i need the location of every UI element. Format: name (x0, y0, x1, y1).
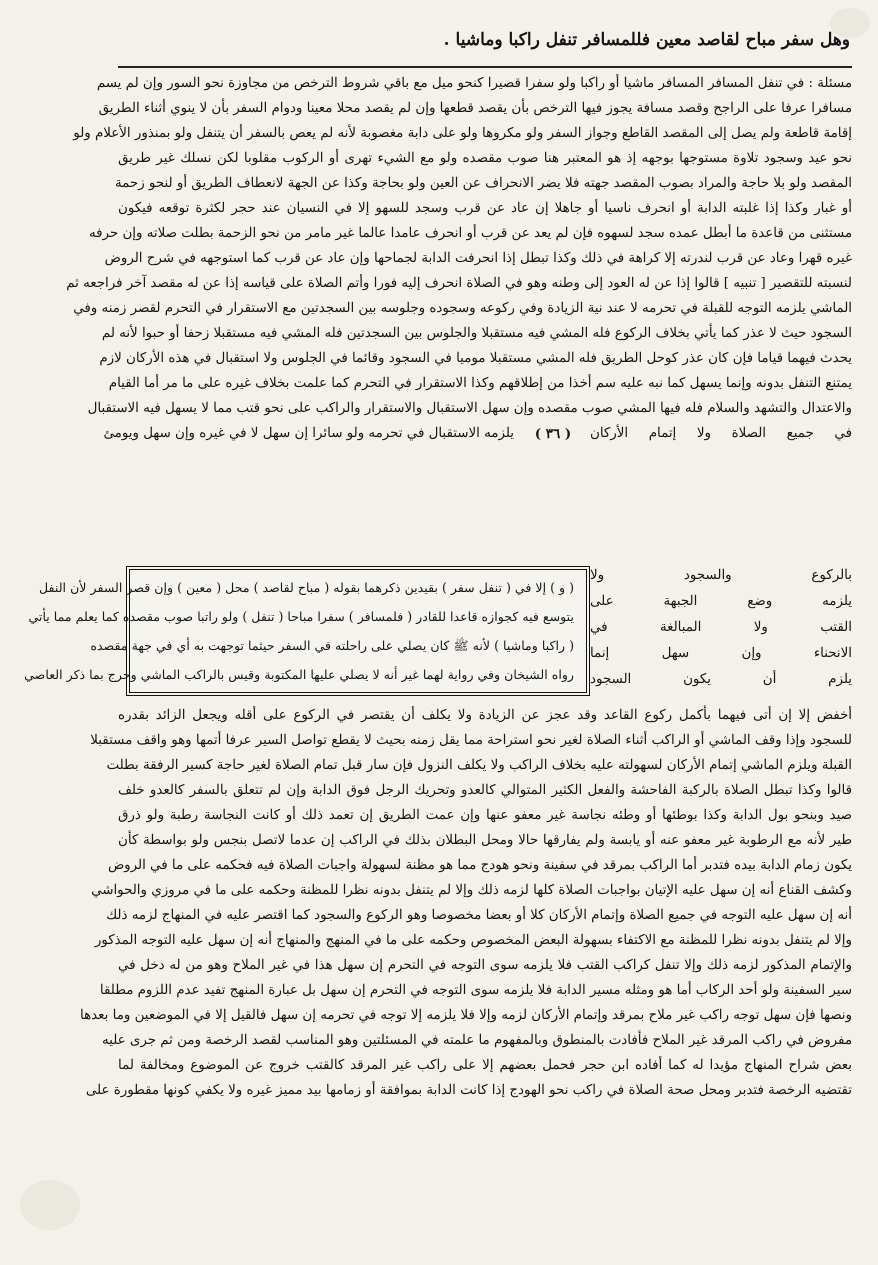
text-line: مسئلة : في تنفل المسافر المسافر ماشيا أو راكبا ولو سفرا قصيرا كنحو ميل مع باقي شروط الترخص من مجاوزة نحو السور وإن لم يسم (96, 76, 852, 91)
box-text-line: يتوسع فيه كجوازه قاعدا للقادر ( فلمسافر ) سفرا مباحا ( تنفل ) ولو راتبا صوب مقصده كما يعلم مما يأتي (28, 609, 574, 624)
text-line: المقصد ولو بلا حاجة والمراد بصوب المقصد جهته فلا يضر الانحراف عن العين ولو بحاجة وكذا عن الجهة لانعطاف الطريق أو لنحو زحمة (115, 176, 852, 191)
text-line: والإتمام المذكور لزمه ذلك وإلا تنفل كراكب القتب فلا يلزمه سوى التوجه في التحرم إن سهل هذا في غير الملاح وهو من له دخل في (118, 958, 852, 973)
text-line: قالوا وكذا تبطل الصلاة بالركبة الفاحشة والفعل الكثير المتوالي كالعدو وتحريك الرجل فوق الدابة وإن لم تتعلق بالسفر كالعدو خلف (118, 783, 852, 798)
text-line: للسجود وإذا وقف الماشي أو الراكب أثناء الصلاة لغير نحو استراحة مما يقل زمنه بحيث لا يقطع تواصل السير عرفا أتمها وهو واقف مستقبلا (90, 733, 852, 748)
text-line: غيره قهرا وعاد عن قرب لندرته إلا كراهة في ذلك وكذا تبطل إذا انحرفت الدابة لجماحها وإن عاد عن قرب كما استوجهه في شرح الروض (104, 251, 852, 266)
text-line: القبلة ويلزم الماشي إتمام الأركان لسهولته عليه بخلاف الراكب ولا يكلف النزول فإن سار قبل تمام الصلاة لغير حاجة كسير الرفقة بطلت (106, 758, 852, 773)
text-line: أخفض إلا إن أتى فيهما بأكمل ركوع القاعد وقد عجز عن الزيادة ولا يكلف أن يقتصر في الركوع على أقله ويجعل الزائد بقدره (118, 708, 852, 723)
box-text-line: رواه الشيخان وفي رواية لهما غير أنه لا يصلي عليها المكتوبة وقيس بالراكب الماشي وخرج بما ذكر العاصي (24, 667, 574, 682)
box-text-line: ( راكبا وماشيا ) لأنه ﷺ كان يصلي على راحلته في السفر حيثما توجهت به أي في جهة مقصده (90, 638, 574, 653)
box-text-line: ( و ) إلا في ( تنفل سفر ) بقيدين ذكرهما بقوله ( مباح لقاصد ) محل ( معين ) وإن قصر السفر لأن النفل (39, 580, 574, 595)
text-line: وإلا لم يتنفل بدونه نظرا للمظنة مع الاكتفاء بسهولة البعض المخصوص وحكمه على ما في المنهج والمنهاج أنه إن سهل عليه التوجه المذكور (94, 933, 852, 948)
text-line: السجود حيث لا عذر كما يأتي بخلاف الركوع فله المشي فيه مستقبلا والجلوس بين السجدتين فله المشي فيه مستقبلا زحفا أو حبوا لأنه لم (101, 326, 852, 341)
text-line: الماشي يلزمه التوجه للقبلة في تحرمه لا عند نية الزيادة وفي ركوعه وسجوده وجلوسه بين السجدتين مع الاستقرار في التحرم لقصر زمنه وفي (73, 301, 852, 316)
text-line: مسافرا عرفا على الراجح وقصد مسافة يجوز فيها الترخص بأن يقصد قطعها وإن لم يقصد محلا معينا ودوام السفر بأن لا ينوي أثناء الطريق (98, 101, 852, 116)
matn-text-box (24, 566, 590, 696)
text-line: يكون زمام الدابة بيده فتدبر أما الراكب بمرقد في سفينة ونحو هودج مما هو مظنة لسهولة واجبات الصلاة فيه فحكمه على ما في الروض (107, 858, 852, 873)
text-line: وكشف القناع أنه إن سهل عليه الإتيان بواجبات الصلاة كلها لزمه ذلك وإلا لم يتنفل بدونه نظرا للمظنة وحكمه على ما في مروزي والحواشي (91, 883, 852, 898)
page-header-title: وهل سفر مباح لقاصد معين فللمسافر تنفل راكبا وماشيا . (443, 30, 850, 50)
text-line: سير السفينة ولو أحد الركاب أما هو ومثله مسير الدابة فلا يلزمه سوى التوجه في التحرم إن سهل بل عبارة المنهج تفيد عدم اللزوم مطلقا (99, 983, 852, 998)
side-text-line: يلزمه وضع الجبهة على (590, 594, 852, 609)
text-line-left: يلزمه الاستقبال في تحرمه ولو سائرا إن سهل لا في غيره وإن سهل ويومئ (103, 426, 514, 441)
text-line: أو غبار وكذا إذا غلبته الدابة أو انحرف ناسيا أو جاهلا إن عاد عن قرب وسجد للسهو إلا في النسيان عند حجر لكثرة توقعه فيكون (118, 201, 852, 216)
text-line: صيد وبنحو بول الدابة وكذا بوطئها أو وطئه نجاسة غير معفو عنها وإن عمت الطريق إن تعمد ذلك أو كانت النجاسة رطبة ولو ذرق (118, 808, 852, 823)
text-line: إقامة قاطعة ولم يصل إلى المقصد القاطع وجواز السفر ولو مكروها ولو على دابة مغصوبة لأنه لم يعص بالسفر أن يتنفل ولو بمنذور الأعلام ولو (73, 126, 852, 141)
text-line: ونصها فإن سهل توجه راكب غير ملاح بمرقد وإتمام الأركان لزمه وإلا فلا يلزمه إلا توجه في تحرمه إن سهل فالقيل إلا في الموضعين وما بعدها (80, 1008, 852, 1023)
side-text-line: الانحناء وإن سهل إنما (590, 646, 852, 661)
text-line: والاعتدال والتشهد والسلام فله فيها المشي صوب مقصده وإن سهل الاستقبال والاستقرار والراكب على نحو قتب مما لا يسهل فيه الاستقبال (87, 401, 852, 416)
text-line: لنسبته للتقصير [ تنبيه ] قالوا إذا عن له العود إلى وطنه وهو في الصلاة انحرف إليه فورا وأتم الصلاة على قياسه إذا عن له مقصد آخر فراجعه ثم (66, 276, 852, 291)
text-line: مفروض في راكب المرقد غير الملاح فأفادت بالمنطوق وبالمفهوم ما علمته في المسئلتين وهو المناسب لقصد الرخصة ومن ثم جرى عليه (101, 1033, 852, 1048)
text-line-right: في جميع الصلاة ولا إتمام الأركان (590, 426, 852, 441)
text-line: مستثنى من قاعدة ما أبطل عمده سجد لسهوه فإن لم يعد عن قرب أو انحرف عامدا عالما غير مامر من نحو الزحمة بطلت صلاته وإن حرفه (88, 226, 852, 241)
text-line: تقتضيه الرخصة فتدبر ومحل صحة الصلاة في راكب نحو الهودج إذا كانت الدابة بموافقة أو زمامها بيد مميز غيره ولا يكفي كونها مقطورة على (85, 1083, 852, 1098)
page-number: ( ٣٦ ) (534, 426, 572, 442)
side-text-line: القتب ولا المبالغة في (590, 620, 852, 635)
text-line: بعض شراح المنهاج مؤيدا له كما أفاده ابن حجر فحمل بعضهم إلا على راكب غير المرقد كالقتب خروج عن الموضوع ومخالفة لما (118, 1058, 852, 1073)
side-text-line: بالركوع والسجود ولا (590, 568, 852, 583)
text-line: نحو عيد وسجود تلاوة مستوجها بوجهه إذ هو المعتبر هنا صوب مقصده ولو مع الشيء تهرى أو الركوب مقلوبا لكن نسلك غير طريق (118, 151, 852, 166)
text-line: أنه إن سهل عليه التوجه في جميع الصلاة وإتمام الأركان كلا أو بعضا مخصوصا وهو الركوع والسجود كما اقتصر عليه في المنهاج لزمه ذلك (106, 908, 852, 923)
text-line: يمتنع التنفل بدونه وإنما يسهل كما نبه عليه سم أخذا من إطلاقهم وكذا الاستقرار في التحرم كما علمت بخلاف غيره على ما مر أما القيام (108, 376, 852, 391)
text-line: يحدث فيهما قياما فإن كان عذر كوحل الطريق فله المشي مستقبلا موميا في السجود وقائما في الجلوس ولا استقبال في هذه الأركان لازم (99, 351, 852, 366)
text-line: طير لأنه مع الرطوبة غير معفو عنه أو يابسة ولم يفارقها حالا ومحل البطلان بذلك في الراكب إن عدما لاتصل بنجس ولو بواسطة كأن (118, 833, 852, 848)
side-text-line: يلزم أن يكون السجود (590, 672, 852, 687)
